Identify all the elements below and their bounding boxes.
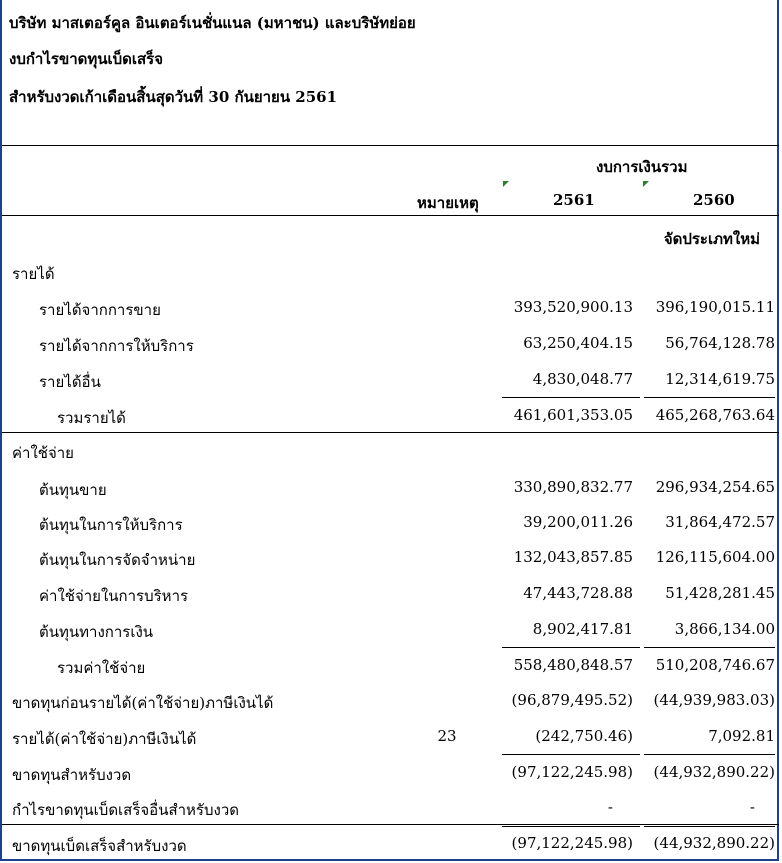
value-2561: 8,902,417.81 [532, 620, 633, 638]
company-name: บริษัท มาสเตอร์คูล อินเตอร์เนชั่นแนล (มหาชน) และบริษัทย่อย [9, 14, 416, 32]
value-2561: 63,250,404.15 [523, 334, 633, 352]
section-divider [2, 432, 779, 433]
row-label: ต้นทุนในการให้บริการ [39, 516, 183, 534]
cell-comment-marker [643, 181, 649, 187]
row-label: ค่าใช้จ่าย [12, 444, 74, 462]
section-divider [2, 824, 779, 825]
table-row [2, 827, 779, 863]
table-row [2, 720, 779, 756]
row-label: รวมรายได้ [57, 409, 126, 427]
value-2560: - [749, 798, 755, 816]
value-2560: (44,939,983.03) [653, 691, 775, 709]
statement-period: สำหรับงวดเก้าเดือนสิ้นสุดวันที่ 30 กันยายน 2561 [9, 88, 338, 106]
table-row [2, 756, 779, 792]
table-row [2, 506, 779, 542]
value-2561: (242,750.46) [535, 727, 633, 745]
row-label: รายได้จากการให้บริการ [39, 337, 194, 355]
subtotal-line [502, 647, 640, 648]
table-row [2, 791, 779, 827]
table-row [2, 434, 779, 470]
table-row [2, 649, 779, 685]
row-label: ต้นทุนขาย [39, 481, 107, 499]
value-2560: (44,932,890.22) [653, 834, 775, 852]
value-2560: 396,190,015.11 [655, 298, 775, 316]
row-label: ต้นทุนทางการเงิน [39, 623, 154, 641]
row-label: ขาดทุนสำหรับงวด [12, 766, 132, 784]
table-row [2, 399, 779, 435]
row-label: รวมค่าใช้จ่าย [57, 659, 146, 677]
value-2561: 461,601,353.05 [513, 406, 633, 424]
value-2561: 393,520,900.13 [513, 298, 633, 316]
year-2560-header: 2560 [693, 191, 735, 209]
value-2561: 558,480,848.57 [513, 656, 633, 674]
value-2560: 3,866,134.00 [674, 620, 775, 638]
value-2560: (44,932,890.22) [653, 763, 775, 781]
note-reference: 23 [437, 727, 457, 745]
value-2561: 39,200,011.26 [523, 513, 633, 531]
value-2560: 296,934,254.65 [655, 478, 775, 496]
row-label: ค่าใช้จ่ายในการบริหาร [39, 587, 189, 605]
value-2561: (97,122,245.98) [511, 834, 633, 852]
row-label: กำไรขาดทุนเบ็ดเสร็จอื่นสำหรับงวด [12, 801, 239, 819]
subtotal-line [644, 647, 775, 648]
table-row [2, 684, 779, 720]
row-label: รายได้จากการขาย [39, 301, 161, 319]
row-label: ขาดทุนเบ็ดเสร็จสำหรับงวด [12, 837, 187, 855]
reclassified-label: จัดประเภทใหม่ [663, 230, 760, 248]
value-2561: 47,443,728.88 [523, 584, 633, 602]
table-row [2, 363, 779, 399]
header-divider [2, 145, 779, 146]
subtotal-line [644, 397, 775, 398]
value-2561: 132,043,857.85 [513, 548, 633, 566]
value-2560: 510,208,746.67 [655, 656, 775, 674]
value-2561: (97,122,245.98) [511, 763, 633, 781]
row-label: รายได้(ค่าใช้จ่าย)ภาษีเงินได้ [12, 730, 197, 748]
table-row [2, 255, 779, 291]
row-label: ต้นทุนในการจัดจำหน่าย [39, 551, 196, 569]
column-header-divider [2, 215, 779, 216]
value-2560: 56,764,128.78 [665, 334, 775, 352]
value-2560: 51,428,281.45 [665, 584, 775, 602]
table-row [2, 471, 779, 507]
value-2560: 465,268,763.64 [655, 406, 775, 424]
table-row [2, 327, 779, 363]
table-row [2, 613, 779, 649]
row-label: รายได้ [12, 265, 55, 283]
cell-comment-marker [503, 181, 509, 187]
note-column-header: หมายเหตุ [417, 194, 479, 212]
consolidated-heading: งบการเงินรวม [596, 158, 688, 176]
subtotal-line [644, 754, 775, 755]
subtotal-line [502, 754, 640, 755]
value-2560: 7,092.81 [708, 727, 775, 745]
table-row [2, 577, 779, 613]
value-2561: (96,879,495.52) [511, 691, 633, 709]
row-label: ขาดทุนก่อนรายได้(ค่าใช้จ่าย)ภาษีเงินได้ [12, 694, 274, 712]
value-2561: 4,830,048.77 [532, 370, 633, 388]
statement-title: งบกำไรขาดทุนเบ็ดเสร็จ [9, 50, 164, 68]
table-row [2, 291, 779, 327]
subtotal-line [502, 397, 640, 398]
value-2561: 330,890,832.77 [513, 478, 633, 496]
value-2561: - [607, 798, 613, 816]
value-2560: 31,864,472.57 [665, 513, 775, 531]
value-2560: 126,115,604.00 [655, 548, 775, 566]
table-row [2, 541, 779, 577]
value-2560: 12,314,619.75 [665, 370, 775, 388]
year-2561-header: 2561 [553, 191, 595, 209]
row-label: รายได้อื่น [39, 373, 101, 391]
